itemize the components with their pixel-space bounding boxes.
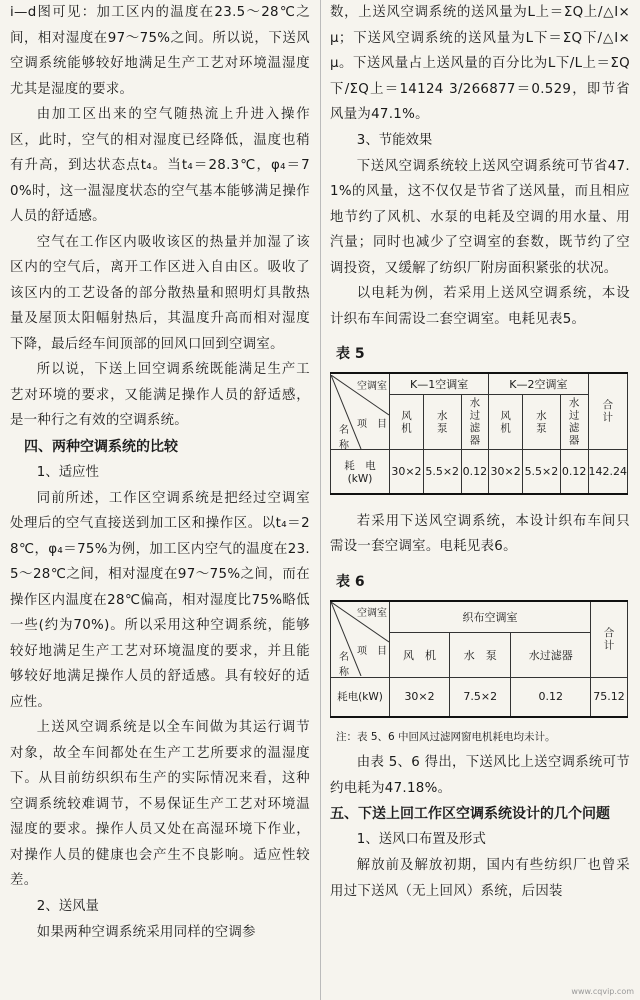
- table-note: 注：表 5、6 中回风过滤网窗电机耗电均未计。: [336, 731, 556, 743]
- table6-corner: [331, 601, 390, 678]
- table5-group-k1: K—1空调室: [390, 373, 489, 395]
- paragraph: 以电耗为例，若采用上送风空调系统，本设计织布车间需设二套空调室。电耗见表5。: [330, 286, 630, 327]
- subheading-energy-saving: 3、节能效果: [356, 132, 433, 148]
- table5-col-fan: 风机: [390, 395, 424, 450]
- table6-total-header: 合计: [591, 601, 628, 678]
- table6-col-fan: 风 机: [390, 632, 450, 677]
- table-cell: 0.12: [461, 450, 489, 494]
- table-6: [330, 600, 628, 719]
- table5-col-filter: 水过滤器: [560, 395, 588, 450]
- corner-top-label: 空调室: [357, 380, 387, 392]
- table-cell: 0.12: [560, 450, 588, 494]
- paragraph: 下送风空调系统较上送风空调系统可节省47.1%的风量，这不仅仅是节省了送风量，而且相应地节约了风机、水泵的电耗及空调的用水量、用汽量；同时也减少了空调室的套数，既节约了空调投资，又缓解了纺织厂附房面积紧张的状况。: [330, 158, 630, 276]
- paragraph: 由加工区出来的空气随热流上升进入操作区，此时，空气的相对湿度已经降低，温度也稍有升高，到达状态点t₄。当t₄＝28.3℃，φ₄＝70%时，这一温湿度状态的空气基本能够满足操作人员的舒适感。: [10, 107, 310, 224]
- table5-group-k2: K—2空调室: [489, 373, 588, 395]
- table6-label: 表 6: [336, 573, 365, 590]
- corner-mid-label: 项 目: [357, 418, 387, 430]
- column-divider: [320, 0, 321, 1000]
- table-cell: 7.5×2: [450, 677, 511, 717]
- table-cell: 30×2: [390, 450, 424, 494]
- subheading-air-outlet: 1、送风口布置及形式: [356, 832, 486, 847]
- left-column: [10, 0, 310, 1000]
- section-heading-4: 四、两种空调系统的比较: [24, 438, 178, 455]
- paragraph: 若采用下送风空调系统，本设计织布车间只需设一套空调室。电耗见表6。: [330, 513, 630, 554]
- table5-col-pump: 水泵: [423, 395, 461, 450]
- paragraph: 由表 5、6 得出，下送风比上送空调系统可节约电耗为47.18%。: [330, 755, 630, 796]
- paragraph: 上送风空调系统是以全车间做为其运行调节对象，故全车间都处在生产工艺所要求的温湿度下。从目前纺织织布生产的实际情况来看，这种空调系统较难调节，不易保证生产工艺对环境温湿度的要求。操作人员又处在高湿环境下作业，对操作人员的健康也会产生不良影响。适应性较差。: [10, 720, 310, 888]
- table-cell: 30×2: [489, 450, 523, 494]
- paragraph: 数，上送风空调系统的送风量为L上＝ΣQ上/△I×μ；下送风空调系统的送风量为L下＝ΣQ下/△I×μ。下送风量占上送风量的百分比为L下/L上＝ΣQ下/ΣQ上＝14124 3/266877＝0.529，即节省风量为47.1%。: [330, 5, 630, 122]
- paragraph: 解放前及解放初期，国内有些纺织厂也曾采用过下送风（无上回风）系统，后因装: [330, 858, 630, 899]
- paragraph: i—d图可见：加工区内的温度在23.5～28℃之间，相对湿度在97～75%之间。所以说，下送风空调系统能够较好地满足生产工艺对环境温湿度尤其是湿度的要求。: [10, 5, 310, 97]
- table-5: [330, 372, 628, 495]
- table5-col-filter: 水过滤器: [461, 395, 489, 450]
- paragraph: 所以说，下送上回空调系统既能满足生产工艺对环境的要求，又能满足操作人员的舒适感，是一种行之有效的空调系统。: [10, 362, 310, 428]
- table5-corner: [331, 373, 390, 450]
- table-cell: 0.12: [511, 677, 591, 717]
- right-column: [330, 0, 630, 1000]
- table5-label: 表 5: [336, 346, 365, 362]
- section-heading-5: 五、下送上回工作区空调系统设计的几个问题: [330, 806, 610, 822]
- corner-mid-label: 项 目: [357, 646, 387, 657]
- table-cell: 75.12: [591, 677, 628, 717]
- corner-bottom-label: 名 称: [339, 652, 359, 678]
- table5-total-header: 合计: [588, 373, 628, 450]
- subheading-air-volume: 2、送风量: [36, 898, 99, 914]
- paragraph: 同前所述，工作区空调系统是把经过空调室处理后的空气直接送到加工区和操作区。以t₄＝28℃，φ₄＝75%为例，加工区内空气的温度在23.5～28℃之间，相对湿度在97～75%之间，而在操作区内温度在28℃偏高，相对湿度比75%略低一些(约为70%)。所以采用这种空调系统，能够较好地满足生产工艺对环境温度的要求，并且能够较好地满足操作人员的舒适感。具有较好的适应性。: [10, 490, 310, 710]
- watermark: www.cqvip.com: [571, 987, 634, 996]
- table-cell: 5.5×2: [423, 450, 461, 494]
- corner-top-label: 空调室: [357, 608, 387, 619]
- table-cell: 142.24: [588, 450, 628, 494]
- table5-row-label: 耗 电 (kW): [331, 450, 390, 494]
- paragraph: 如果两种空调系统采用同样的空调参: [36, 924, 256, 940]
- table6-row-label: 耗电(kW): [331, 677, 390, 717]
- table-cell: 5.5×2: [523, 450, 561, 494]
- table5-col-pump: 水泵: [523, 395, 561, 450]
- table6-col-filter: 水过滤器: [511, 632, 591, 677]
- table6-group: 织布空调室: [390, 601, 591, 633]
- corner-bottom-label: 名 称: [339, 424, 359, 451]
- table6-col-pump: 水 泵: [450, 632, 511, 677]
- subheading-adaptability: 1、适应性: [36, 464, 99, 480]
- paragraph: 空气在工作区内吸收该区的热量并加湿了该区内的空气后，离开工作区进入自由区。吸收了该区内的工艺设备的部分散热量和照明灯具散热量及屋顶太阳幅射热后，其温度升高而相对湿度下降，最后经车间顶部的回风口回到空调室。: [10, 234, 310, 352]
- table5-col-fan: 风机: [489, 395, 523, 450]
- table-cell: 30×2: [390, 677, 450, 717]
